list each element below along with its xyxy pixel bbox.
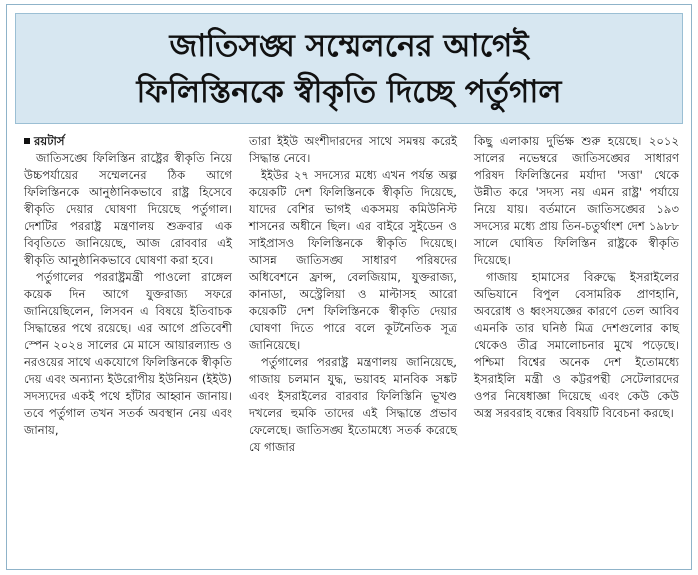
paragraph: পর্তুগালের পররাষ্ট্রমন্ত্রী পাওলো রাঙ্গেল কয়েক দিন আগে যুক্তরাজ্য সফরে জানিয়েছিলেন, লিসবন এ বিষয়ে ইতিবাচক সিদ্ধান্তের পথে রয়েছে। এর আগে প্রতিবেশী স্পেন ২০২৪ সালের মে মাসে আয়ারল্যান্ড ও নরওয়ের সাথে একযোগে ফিলিস্তিনকে স্বীকৃতি দেয় এবং অন্যান্য ইউরোপীয় ইউনিয়ন (ইইউ) সদস্যদের একই পথে হাঁটার আহ্বান জানায়। তবে পর্তুগাল তখন সতর্ক অবস্থান নেয় এবং জানায়, (24, 270, 232, 437)
headline-line-1: জাতিসঙ্ঘ সম্মেলনের আগেই (169, 27, 529, 64)
paragraph: তারা ইইউ অংশীদারদের সাথে সমন্বয় করেই সিদ্ধান্ত নেবে। (249, 134, 457, 165)
article-column-3 (474, 133, 679, 422)
paragraph: পর্তুগালের পররাষ্ট্র মন্ত্রণালয় জানিয়েছে, গাজায় চলমান যুদ্ধ, ভয়াবহ মানবিক সঙ্কট এবং ইসরাইলের বারবার ফিলিস্তিনি ভূখণ্ড দখলের হুমকি তাদের এই সিদ্ধান্তে প্রভাব ফেলেছে। জাতিসঙ্ঘ ইতোমধ্যে সতর্ক করেছে যে গাজার (249, 355, 457, 454)
paragraph: জাতিসঙ্ঘে ফিলিস্তিন রাষ্ট্রের স্বীকৃতি নিয়ে উচ্চপর্যায়ের সম্মেলনের ঠিক আগে ফিলিস্তিনকে আনুষ্ঠানিকভাবে রাষ্ট্র হিসেবে স্বীকৃতি দেয়ার ঘোষণা দিয়েছে পর্তুগাল। দেশটির পররাষ্ট্র মন্ত্রণালয় শুক্রবার এক বিবৃতিতে জানিয়েছে, আজ রোববার এই স্বীকৃতি আনুষ্ঠানিকভাবে ঘোষণা করা হবে। (24, 151, 232, 267)
paragraph: গাজায় হামাসের বিরুদ্ধে ইসরাইলের অভিযানে বিপুল বেসামরিক প্রাণহানি, অবরোধ ও ধ্বংসযজ্ঞের কারণে তেল আবিব এমনকি তার ঘনিষ্ঠ মিত্র দেশগুলোর কাছ থেকেও তীব্র সমালোচনার মুখে পড়েছে। পশ্চিমা বিশ্বের অনেক দেশ ইতোমধ্যে ইসরাইলি মন্ত্রী ও কট্টরপন্থী সেটেলারদের ওপর নিষেধাজ্ঞা দিয়েছে এবং কেউ কেউ অস্ত্র সরবরাহ বন্ধের বিষয়টি বিবেচনা করছে। (474, 270, 679, 420)
byline (24, 133, 232, 150)
paragraph: ইইউর ২৭ সদস্যের মধ্যে এখন পর্যন্ত অল্প কয়েকটি দেশ ফিলিস্তিনকে স্বীকৃতি দিয়েছে, যাদের বেশির ভাগই একসময় কমিউনিস্ট শাসনের অধীনে ছিল। এর বাইরে সুইডেন ও সাইপ্রাসও ফিলিস্তিনকে স্বীকৃতি দিয়েছে। আসন্ন জাতিসঙ্ঘ সাধারণ পরিষদের অধিবেশনে ফ্রান্স, বেলজিয়াম, যুক্তরাজ্য, কানাডা, অস্ট্রেলিয়া ও মাল্টাসহ আরো কয়েকটি দেশ ফিলিস্তিনকে স্বীকৃতি দেয়ার ঘোষণা দিতে পারে বলে কূটনৈতিক সূত্র জানিয়েছে। (249, 168, 457, 352)
article-body (24, 133, 678, 563)
paragraph: কিছু এলাকায় দুর্ভিক্ষ শুরু হয়েছে। ২০১২ সালের নভেম্বরে জাতিসঙ্ঘের সাধারণ পরিষদ ফিলিস্তিনের মর্যাদা 'সত্তা' থেকে উন্নীত করে 'সদস্য নয় এমন রাষ্ট্র' পর্যায়ে নিয়ে যায়। বর্তমানে জাতিসঙ্ঘের ১৯৩ সদস্যের মধ্যে প্রায় তিন-চতুর্থাংশ দেশ ১৯৮৮ সালে ঘোষিত ফিলিস্তিন রাষ্ট্রকে স্বীকৃতি দিয়েছে। (474, 134, 679, 267)
byline-text: রয়টার্স (34, 134, 65, 148)
headline-box (15, 13, 683, 124)
headline-line-2: ফিলিস্তিনকে স্বীকৃতি দিচ্ছে পর্তুগাল (136, 73, 562, 110)
article-column-2 (249, 133, 457, 456)
article-column-1 (24, 133, 232, 439)
bullet-icon (24, 138, 30, 144)
